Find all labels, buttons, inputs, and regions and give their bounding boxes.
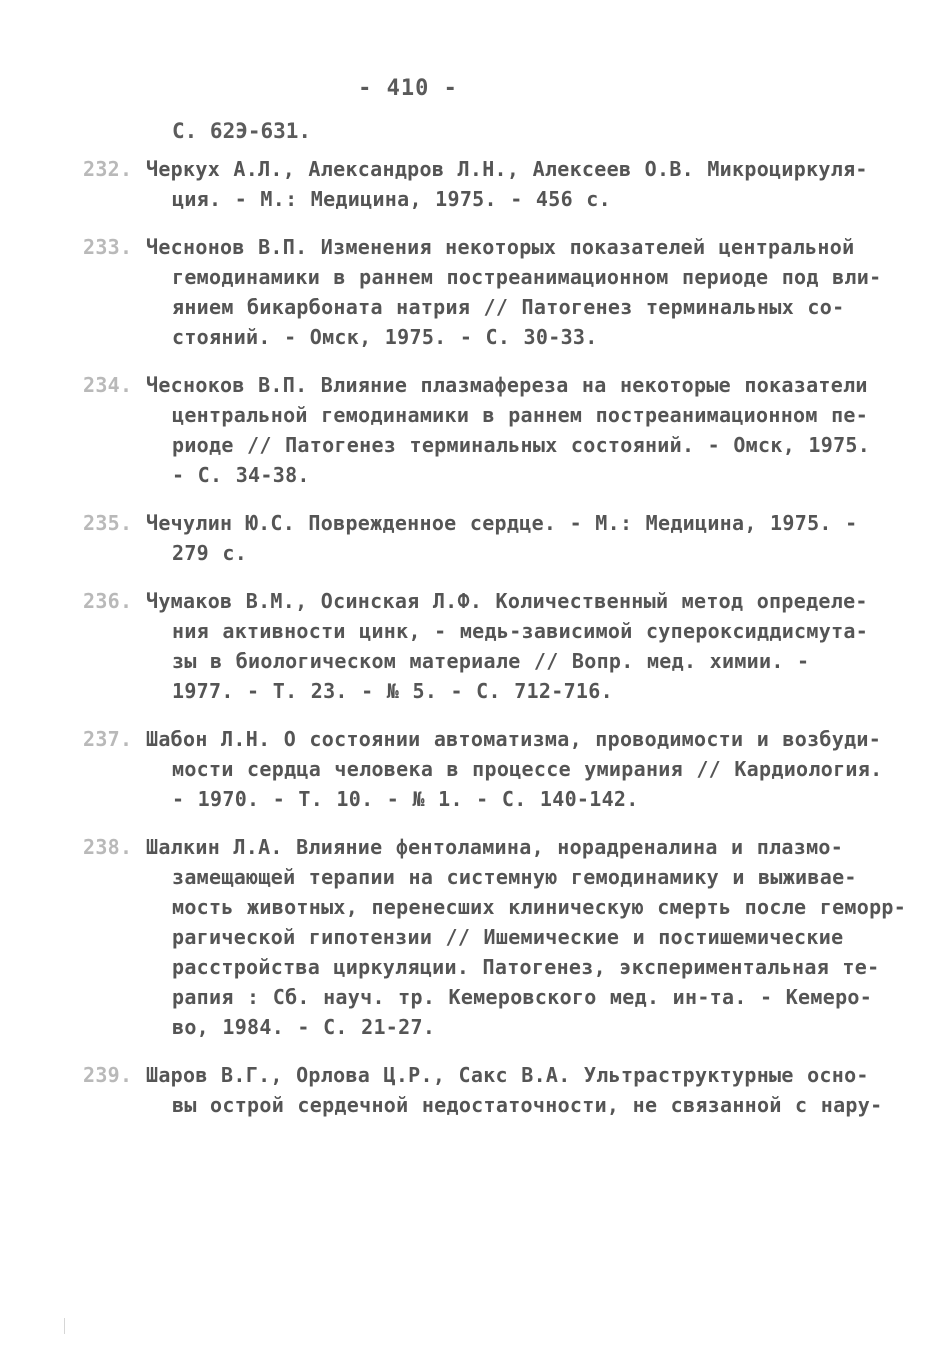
reference-entry (83, 370, 871, 490)
reference-text-line: зы в биологическом материале // Вопр. мед. химии. - (172, 649, 810, 673)
reference-text-line: - С. 34-38. (172, 463, 310, 487)
reference-text-line: рагической гипотензии // Ишемические и постишемические (172, 925, 844, 949)
reference-text-line: мости сердца человека в процессе умирания // Кардиология. (172, 757, 883, 781)
reference-number: 237. (83, 727, 133, 751)
reference-text-line: Шалкин Л.А. Влияние фентоламина, норадреналина и плазмо- (146, 835, 844, 859)
reference-number: 239. (83, 1063, 133, 1087)
margin-mark (64, 1318, 65, 1334)
reference-text-line: риоде // Патогенез терминальных состояний. - Омск, 1975. (172, 433, 871, 457)
reference-text-line: расстройства циркуляции. Патогенез, экспериментальная те- (172, 955, 880, 979)
reference-number: 236. (83, 589, 133, 613)
reference-text-line: 279 с. (172, 541, 248, 565)
page-number: - 410 - (358, 76, 458, 101)
reference-text-line: 1977. - Т. 23. - № 5. - С. 712-716. (172, 679, 613, 703)
reference-entry (83, 232, 882, 352)
reference-entry (83, 832, 907, 1042)
reference-text-line: во, 1984. - С. 21-27. (172, 1015, 436, 1039)
reference-text-line: Черкух А.Л., Александров Л.Н., Алексеев О.В. Микроциркуля- (146, 157, 868, 181)
reference-entry (83, 586, 869, 706)
reference-entry (83, 1060, 883, 1120)
reference-text-line: гемодинамики в раннем постреанимационном периоде под вли- (172, 265, 882, 289)
reference-text-line: стояний. - Омск, 1975. - С. 30-33. (172, 325, 598, 349)
reference-entry (83, 154, 868, 214)
reference-text-line: ния активности цинк, - медь-зависимой супероксиддисмута- (172, 619, 869, 643)
reference-text-line: янием бикарбоната натрия // Патогенез терминальных со- (172, 295, 845, 319)
reference-number: 234. (83, 373, 133, 397)
reference-text-line: Шаров В.Г., Орлова Ц.Р., Сакс В.А. Ультраструктурные осно- (146, 1063, 869, 1087)
reference-text-line: вы острой сердечной недостаточности, не связанной с нару- (172, 1093, 883, 1117)
reference-text-line: Чесноков В.П. Влияние плазмафереза на некоторые показатели (146, 373, 868, 397)
reference-text-line: замещающей терапии на системную гемодинамику и выживае- (172, 865, 857, 889)
reference-text-line: - 1970. - Т. 10. - № 1. - С. 140-142. (172, 787, 639, 811)
reference-text-line: рапия : Сб. науч. тр. Кемеровского мед. ин-та. - Кемеро- (172, 985, 873, 1009)
reference-text-line: центральной гемодинамики в раннем постреанимационном пе- (172, 403, 869, 427)
reference-list (83, 154, 907, 1138)
continued-reference-fragment: С. 62Э-631. (172, 119, 312, 143)
reference-number: 238. (83, 835, 133, 859)
reference-text-line: Чумаков В.М., Осинская Л.Ф. Количественный метод определе- (146, 589, 868, 613)
reference-entry (83, 724, 883, 814)
reference-number: 232. (83, 157, 133, 181)
reference-entry (83, 508, 863, 568)
reference-text-line: Чеснонов В.П. Изменения некоторых показателей центральной (146, 235, 855, 259)
reference-number: 233. (83, 235, 133, 259)
reference-text-line: Шабон Л.Н. О состоянии автоматизма, проводимости и возбуди- (146, 727, 882, 751)
reference-text-line: Чечулин Ю.С. Поврежденное сердце. - М.: Медицина, 1975. - (146, 511, 858, 535)
reference-text-line: мость животных, перенесших клиническую смерть после геморр- (172, 895, 907, 919)
reference-number: 235. (83, 511, 133, 535)
reference-text-line: ция. - М.: Медицина, 1975. - 456 с. (172, 187, 611, 211)
